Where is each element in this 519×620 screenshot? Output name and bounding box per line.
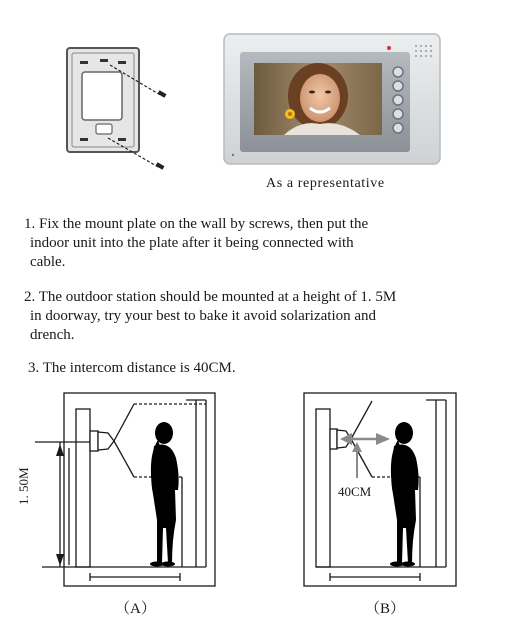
instruction-2-line-1: 2. The outdoor station should be mounted at a height of 1. 5M: [24, 289, 397, 305]
instruction-2-line-2: in doorway, try your best to bake it avoid solarization and: [30, 308, 377, 324]
instruction-1-line-1: 1. Fix the mount plate on the wall by screws, then put the: [24, 216, 369, 232]
instruction-2-line-3: drench.: [30, 327, 75, 343]
instruction-3: 3. The intercom distance is 40CM.: [28, 360, 236, 376]
instruction-1-line-2: indoor unit into the plate after it being connected with: [30, 235, 354, 251]
diagram-a-label: （A）: [115, 601, 156, 617]
monitor-caption: As a representative: [266, 176, 385, 191]
diagram-a-height-label: 1. 50M: [16, 467, 31, 505]
diagram-b-distance-label: 40CM: [338, 484, 372, 499]
diagram-b-wall: [316, 409, 330, 567]
diagram-b-frame: [304, 393, 456, 586]
diagram-b-person-silhouette: [390, 422, 419, 567]
diagram-b-camera: [330, 429, 337, 449]
diagram-b-label: （B）: [365, 601, 406, 617]
diagram-b-distance-arrow: [340, 433, 390, 478]
instruction-1-line-3: cable.: [30, 254, 66, 270]
